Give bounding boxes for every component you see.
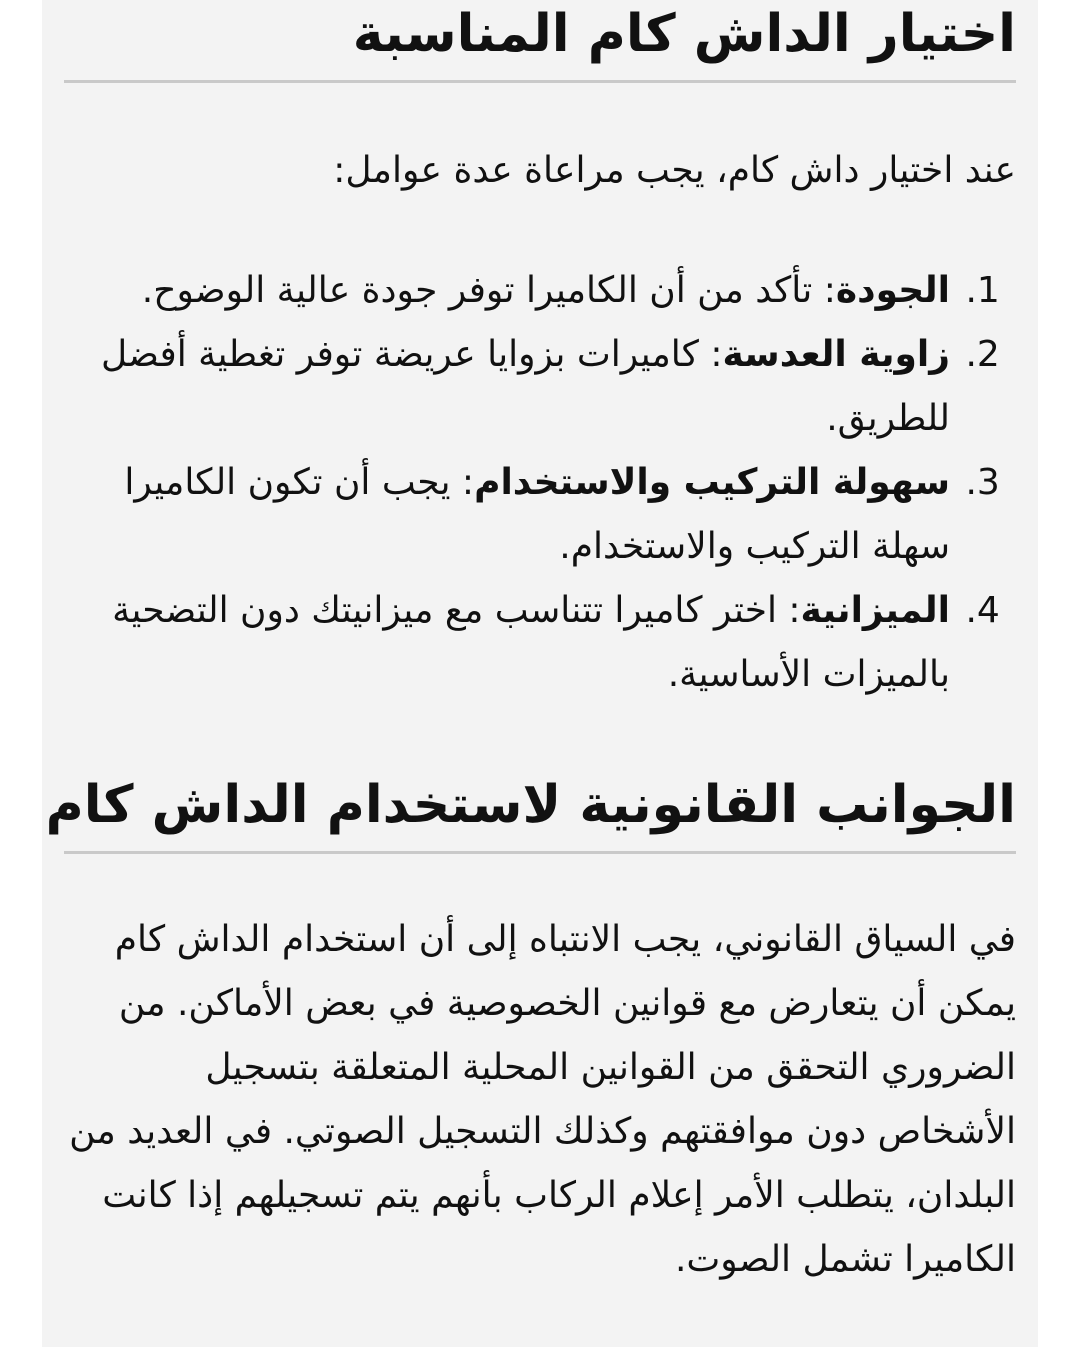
item-text: تأكد من أن الكاميرا توفر جودة عالية الوضوح.	[141, 270, 813, 311]
article-page	[42, 0, 1038, 1347]
section-heading-choosing: اختيار الداش كام المناسبة	[64, 0, 1016, 83]
list-item	[64, 323, 954, 451]
factors-list	[64, 259, 1016, 707]
legal-paragraph: في السياق القانوني، يجب الانتباه إلى أن استخدام الداش كام يمكن أن يتعارض مع قوانين الخصوصية في بعض الأماكن. من الضروري التحقق من القوانين المحلية المتعلقة بتسجيل الأشخاص دون موافقتهم وكذلك التسجيل الصوتي. في العديد من البلدان، يتطلب الأمر إعلام الركاب بأنهم يتم تسجيلهم إذا كانت الكاميرا تشمل الصوت.	[69, 919, 1016, 1280]
list-item	[64, 451, 954, 579]
item-separator: :	[812, 270, 836, 311]
item-separator: :	[450, 462, 475, 503]
item-text: يجب أن تكون الكاميرا سهلة التركيب والاستخدام.	[124, 462, 950, 567]
item-term: الميزانية	[800, 590, 950, 631]
item-text: كاميرات بزوايا عريضة توفر تغطية أفضل للطريق.	[101, 334, 950, 439]
list-item	[64, 259, 954, 323]
item-separator: :	[776, 590, 801, 631]
item-separator: :	[698, 334, 723, 375]
intro-paragraph: عند اختيار داش كام، يجب مراعاة عدة عوامل:	[333, 150, 1016, 191]
item-term: زاوية العدسة	[722, 334, 950, 375]
item-text: اختر كاميرا تتناسب مع ميزانيتك دون التضحية بالميزات الأساسية.	[112, 590, 950, 695]
item-term: سهولة التركيب والاستخدام	[474, 462, 950, 503]
article-content	[45, 0, 1016, 1292]
list-item	[64, 579, 954, 707]
section-heading-legal: الجوانب القانونية لاستخدام الداش كام	[64, 763, 1016, 854]
item-term: الجودة	[835, 270, 950, 311]
